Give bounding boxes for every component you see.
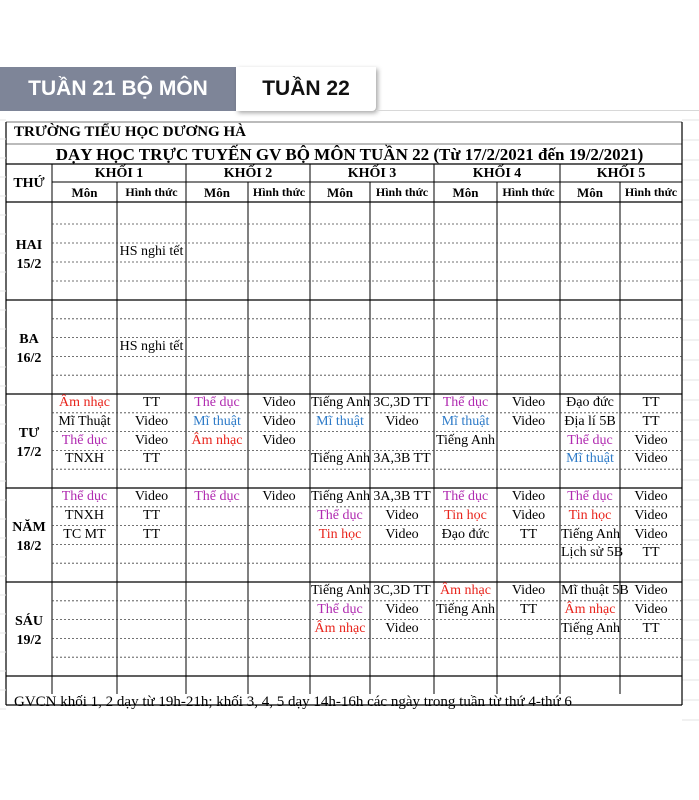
schedule-cell: TT (519, 601, 538, 617)
schedule-cell: Video (634, 601, 668, 617)
schedule-cell: Video (511, 395, 546, 410)
schedule-cell: Thể dục (194, 395, 240, 410)
schedule-cell: Video (511, 583, 546, 598)
schedule-cell: Lịch sử 5B (561, 545, 624, 561)
schedule-cell: Âm nhạc (440, 583, 491, 598)
schedule-cell: TT (142, 526, 161, 542)
format-subheader: Hình thức (375, 185, 429, 199)
footer-note: GVCN khối 1, 2 dạy từ 19h-21h; khối 3, 4, 5 dạy 14h-16h các ngày trong tuần từ thứ 4-thứ 6 (14, 694, 572, 710)
day-date-label: 18/2 (16, 539, 42, 554)
schedule-cell: Video (262, 413, 296, 429)
schedule-cell: Video (385, 620, 419, 636)
schedule-cell: TT (142, 395, 161, 410)
grade-header-3: KHỐI 3 (347, 166, 397, 181)
schedule-cell: TNXH (65, 451, 104, 467)
schedule-cell: Video (385, 507, 419, 523)
format-subheader: Hình thức (624, 185, 678, 199)
schedule-cell: 3A,3B TT (373, 451, 431, 467)
schedule-cell: Video (634, 583, 668, 598)
schedule-cell: Tiếng Anh (311, 583, 371, 598)
day-date-label: 17/2 (16, 445, 42, 460)
day-column-header: THỨ (13, 176, 45, 191)
schedule-cell: Video (634, 526, 668, 542)
day-label-năm: NĂM (12, 520, 46, 535)
schedule-cell: Mĩ Thuật (58, 413, 111, 429)
schedule-cell: Thể dục (61, 432, 108, 448)
schedule-cell: Video (262, 489, 296, 504)
timetable-sheet (0, 120, 699, 720)
schedule-cell: Video (385, 526, 419, 542)
schedule-cell: Video (134, 432, 169, 448)
schedule-cell: Tin học (568, 507, 612, 523)
day-date-label: 16/2 (16, 351, 42, 366)
schedule-cell: Video (262, 432, 296, 448)
schedule-cell: Âm nhạc (314, 620, 366, 636)
schedule-cell: Tiếng Anh (311, 489, 371, 504)
schedule-cell: Video (634, 432, 668, 448)
schedule-cell: Tin học (444, 507, 487, 523)
schedule-cell: Mĩ thuật (193, 413, 241, 429)
schedule-cell: Thể dục (317, 601, 363, 617)
schedule-cell: TT (519, 526, 538, 542)
schedule-cell: 3C,3D TT (373, 395, 431, 410)
day-label-hai: HAI (15, 237, 43, 253)
schedule-cell: Tiếng Anh (435, 432, 495, 448)
schedule-cell: Tiếng Anh (435, 601, 495, 617)
day-label-sáu: SÁU (14, 614, 43, 629)
schedule-cell: Thể dục (567, 432, 613, 448)
schedule-cell: Tiếng Anh (561, 620, 621, 636)
schedule-cell: Thể dục (442, 489, 489, 504)
format-subheader: Hình thức (502, 185, 555, 199)
schedule-cell: Tiếng Anh (311, 395, 371, 410)
schedule-cell: TT (642, 413, 660, 429)
schedule-cell: HS nghi tết (119, 338, 184, 354)
week-tabs (0, 67, 699, 111)
tab-week-21[interactable]: TUẦN 21 BỘ MÔN (0, 67, 236, 111)
schedule-cell: Video (262, 395, 296, 410)
schedule-cell: Video (634, 507, 668, 523)
schedule-cell: 3C,3D TT (373, 583, 431, 598)
schedule-cell: Mĩ thuật 5B (561, 583, 629, 598)
format-subheader: Hình thức (125, 185, 178, 199)
grade-header-2: KHỐI 2 (223, 166, 273, 181)
schedule-cell: TT (642, 620, 660, 636)
schedule-cell: Thể dục (567, 489, 613, 504)
schedule-cell: Thể dục (194, 489, 240, 504)
schedule-cell: Thể dục (61, 489, 108, 504)
schedule-cell: Thể dục (317, 507, 363, 523)
schedule-cell: TT (642, 545, 660, 561)
schedule-cell: Đạo đức (441, 526, 490, 542)
schedule-cell: Tin học (318, 526, 362, 542)
schedule-cell: Địa lí 5B (564, 413, 616, 429)
day-label-ba: BA (19, 332, 39, 347)
schedule-cell: Tiếng Anh (561, 526, 621, 542)
subject-subheader: Môn (577, 185, 603, 200)
schedule-cell: Thể dục (442, 395, 489, 410)
grade-header-1: KHỐI 1 (94, 166, 144, 181)
schedule-cell: Video (634, 489, 668, 504)
day-date-label: 15/2 (16, 256, 42, 272)
page-title: DẠY HỌC TRỰC TUYẾN GV BỘ MÔN TUẦN 22 (Từ 17/2/2021 đến 19/2/2021) (55, 145, 644, 164)
schedule-cell: Âm nhạc (564, 601, 616, 617)
tab-divider (376, 110, 699, 111)
schedule-cell: Video (385, 601, 419, 617)
schedule-cell: Video (134, 413, 169, 429)
schedule-cell: TT (142, 451, 161, 467)
grade-header-5: KHỐI 5 (596, 166, 646, 181)
schedule-cell: TT (642, 395, 660, 410)
schedule-cell: Mĩ thuật (441, 413, 490, 429)
schedule-cell: Video (634, 451, 668, 467)
schedule-cell: Video (511, 489, 546, 504)
subject-subheader: Môn (204, 185, 230, 200)
schedule-cell: TT (142, 507, 161, 523)
schedule-cell: HS nghi tết (119, 244, 184, 259)
schedule-cell: Âm nhạc (59, 395, 110, 410)
schedule-cell: 3A,3B TT (373, 489, 431, 504)
tab-week-22[interactable]: TUẦN 22 (236, 67, 376, 111)
day-date-label: 19/2 (16, 633, 42, 648)
schedule-cell: Mĩ thuật (566, 451, 614, 467)
schedule-cell: Video (385, 413, 419, 429)
schedule-cell: TC MT (63, 526, 106, 542)
format-subheader: Hình thức (252, 185, 306, 199)
schedule-cell: Mĩ thuật (316, 413, 364, 429)
school-name: TRƯỜNG TIỂU HỌC DƯƠNG HÀ (14, 124, 246, 140)
schedule-cell: Video (511, 507, 546, 523)
schedule-cell: TNXH (65, 507, 104, 523)
day-label-tư: TƯ (18, 426, 40, 441)
schedule-cell: Đạo đức (566, 395, 614, 410)
grade-header-4: KHỐI 4 (472, 166, 522, 181)
schedule-cell: Âm nhạc (191, 432, 243, 448)
subject-subheader: Môn (71, 185, 98, 200)
schedule-cell: Video (134, 489, 169, 504)
subject-subheader: Môn (327, 185, 353, 200)
schedule-cell: Video (511, 413, 546, 429)
subject-subheader: Môn (452, 185, 479, 200)
schedule-cell: Tiếng Anh (311, 451, 371, 467)
